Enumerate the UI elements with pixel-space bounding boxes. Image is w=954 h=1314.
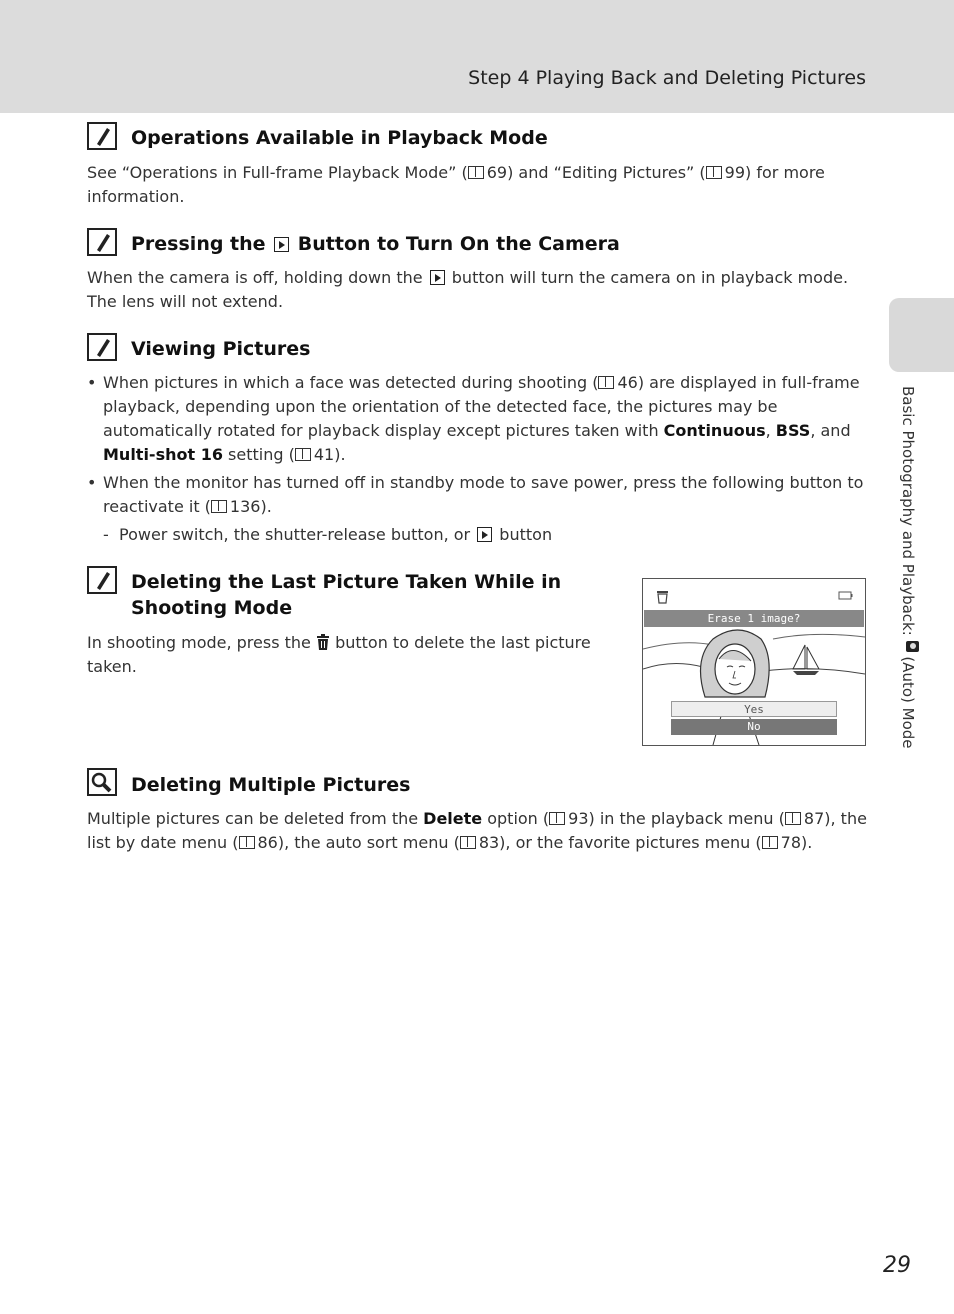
text-run: button will turn the camera on in playback mode. The lens will not extend. bbox=[87, 268, 849, 311]
list-item bbox=[87, 371, 867, 467]
text-run: option ( bbox=[482, 809, 550, 828]
page-ref: 41 bbox=[313, 445, 335, 464]
section-title-deleting-multiple: Deleting Multiple Pictures bbox=[131, 774, 411, 796]
book-icon bbox=[706, 166, 722, 179]
sub-list-item bbox=[87, 523, 867, 547]
text-run: Power switch, the shutter-release button, or bbox=[119, 525, 476, 544]
bold-term: Delete bbox=[423, 809, 483, 828]
text-run: ), or the favorite pictures menu ( bbox=[499, 833, 762, 852]
section-title-deleting-last bbox=[131, 569, 561, 621]
book-icon bbox=[460, 836, 476, 849]
page-ref: 78 bbox=[780, 833, 802, 852]
note-pencil-icon bbox=[87, 333, 117, 361]
yes-button[interactable]: Yes bbox=[671, 701, 837, 717]
playback-button-icon bbox=[430, 270, 445, 285]
erase-prompt: Erase 1 image? bbox=[644, 610, 864, 627]
text-run: ). bbox=[334, 445, 346, 464]
section-title-operations: Operations Available in Playback Mode bbox=[131, 127, 548, 149]
page-ref: 86 bbox=[257, 833, 278, 852]
book-icon bbox=[468, 166, 484, 179]
text-run: ) in the playback menu ( bbox=[588, 809, 785, 828]
pressing-paragraph bbox=[87, 266, 867, 314]
header-title: Step 4 Playing Back and Deleting Pictures bbox=[468, 67, 866, 89]
text-run: setting ( bbox=[222, 445, 295, 464]
book-icon bbox=[549, 812, 565, 825]
text-run: ), the auto sort menu ( bbox=[277, 833, 460, 852]
bold-term: Multi-shot 16 bbox=[103, 445, 223, 464]
side-tab bbox=[889, 298, 954, 372]
text-run: ), the list by date menu ( bbox=[87, 809, 867, 852]
section-title-pressing bbox=[131, 231, 620, 257]
note-pencil-icon bbox=[87, 122, 117, 150]
camera-icon bbox=[906, 641, 919, 652]
trash-icon bbox=[316, 634, 330, 650]
text-run: See “Operations in Full-frame Playback Mode” ( bbox=[87, 163, 468, 182]
side-tab-text-a: Basic Photography and Playback: bbox=[899, 386, 917, 641]
playback-button-icon bbox=[477, 527, 492, 542]
side-tab-text-b: (Auto) Mode bbox=[899, 651, 917, 749]
book-icon bbox=[239, 836, 255, 849]
page-ref: 136 bbox=[229, 497, 261, 516]
page-ref: 83 bbox=[478, 833, 500, 852]
page-ref: 46 bbox=[617, 373, 638, 392]
deleting-multiple-paragraph bbox=[87, 807, 867, 855]
list-item bbox=[87, 471, 867, 519]
no-button[interactable]: No bbox=[671, 719, 837, 735]
book-icon bbox=[598, 376, 614, 389]
header-band bbox=[0, 0, 954, 113]
text-run: ) and “Editing Pictures” ( bbox=[507, 163, 706, 182]
page-ref: 93 bbox=[568, 809, 589, 828]
operations-paragraph bbox=[87, 161, 867, 209]
bold-term: Continuous bbox=[663, 421, 766, 440]
text-run: When pictures in which a face was detected during shooting ( bbox=[103, 373, 599, 392]
title-run: Button to Turn On the Camera bbox=[291, 233, 620, 255]
book-icon bbox=[211, 500, 227, 513]
text-run: Multiple pictures can be deleted from the bbox=[87, 809, 424, 828]
camera-screen-illustration bbox=[642, 578, 866, 746]
text-run: ) for more information. bbox=[87, 163, 825, 206]
text-run: When the monitor has turned off in standby mode to save power, press the following button to reactivate it ( bbox=[103, 473, 864, 516]
bold-term: BSS bbox=[775, 421, 811, 440]
text-run: , bbox=[765, 421, 776, 440]
deleting-last-paragraph bbox=[87, 631, 597, 679]
page-number: 29 bbox=[883, 1253, 911, 1278]
text-run: ) are displayed in full-frame playback, depending upon the orientation of the detected face, the pictures may be automatically rotated for playback display except pictures taken with bbox=[103, 373, 860, 440]
title-line: Deleting the Last Picture Taken While in bbox=[131, 571, 562, 593]
trash-icon bbox=[657, 591, 668, 603]
page-ref: 87 bbox=[803, 809, 825, 828]
battery-icon bbox=[839, 592, 851, 599]
text-run: button bbox=[494, 525, 553, 544]
text-run: In shooting mode, press the bbox=[87, 633, 316, 652]
book-icon bbox=[762, 836, 778, 849]
section-title-viewing: Viewing Pictures bbox=[131, 338, 311, 360]
text-run: ). bbox=[260, 497, 272, 516]
text-run: , and bbox=[810, 421, 851, 440]
title-line: Shooting Mode bbox=[131, 597, 293, 619]
text-run: ). bbox=[801, 833, 813, 852]
page-ref: 99 bbox=[724, 163, 746, 182]
book-icon bbox=[785, 812, 801, 825]
viewing-bullet-list bbox=[87, 371, 867, 547]
text-run: button to delete the last picture taken. bbox=[87, 633, 591, 676]
book-icon bbox=[295, 448, 311, 461]
note-pencil-icon bbox=[87, 566, 117, 594]
title-run: Pressing the bbox=[131, 233, 273, 255]
tip-magnifier-icon bbox=[87, 768, 117, 796]
text-run: When the camera is off, holding down the bbox=[87, 268, 428, 287]
playback-button-icon bbox=[274, 237, 289, 252]
page-ref: 69 bbox=[486, 163, 508, 182]
side-tab-text bbox=[899, 386, 919, 749]
note-pencil-icon bbox=[87, 228, 117, 256]
